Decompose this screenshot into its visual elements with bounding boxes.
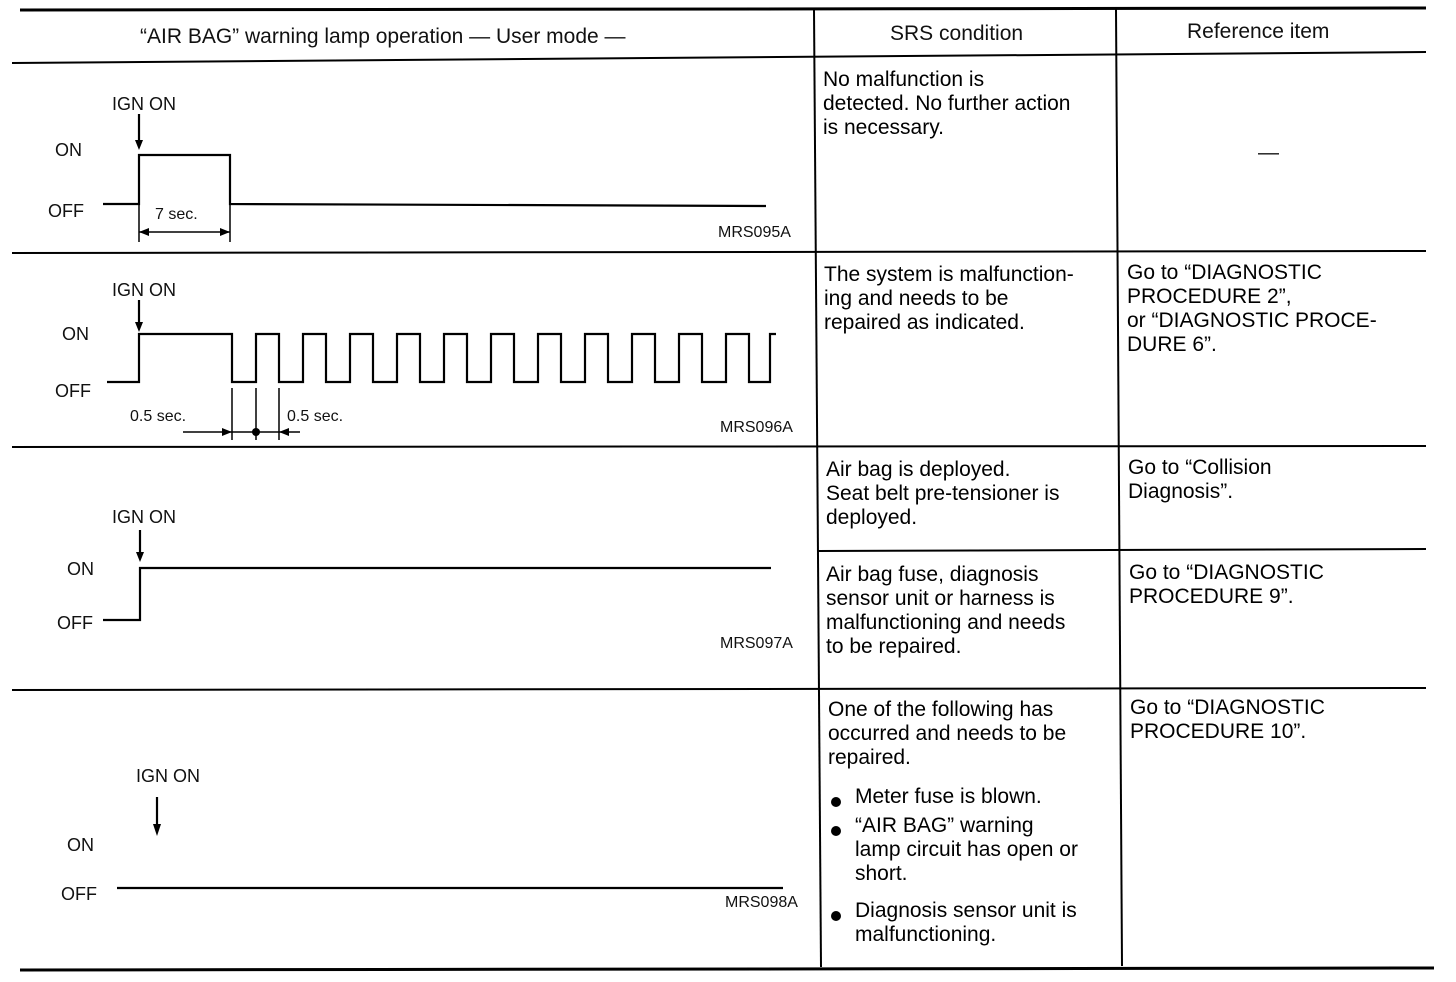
- table-top-rule: [20, 8, 1426, 10]
- bullet-item-2: “AIR BAG” warning lamp circuit has open or short.: [855, 814, 1078, 885]
- condition-row3b: Air bag fuse, diagnosis sensor unit or harness is malfunctioning and needs to be repaired.: [826, 563, 1066, 658]
- on-label-row1: ON: [55, 140, 82, 160]
- condition-row1: No malfunction is detected. No further action is necessary.: [823, 68, 1071, 139]
- ign-on-label-row4: IGN ON: [136, 766, 201, 786]
- header-rule: [12, 52, 1426, 63]
- timing-right-row2: 0.5 sec.: [287, 408, 344, 425]
- on-label-row2: ON: [62, 324, 89, 344]
- reference-row4: Go to “DIAGNOSTIC PROCEDURE 10”.: [1130, 696, 1325, 743]
- signal-row1: [103, 155, 766, 206]
- bullet-item-1: Meter fuse is blown.: [855, 785, 1042, 808]
- off-label-row1: OFF: [48, 201, 84, 221]
- row2-rule: [12, 446, 1426, 447]
- timing-label-row1: 7 sec.: [155, 206, 198, 223]
- bullet-dots: [831, 797, 841, 921]
- bullet-dot-2: [831, 826, 841, 836]
- condition-row2: The system is malfunction- ing and needs to be repaired as indicated.: [824, 263, 1074, 334]
- column-rule-2: [1116, 9, 1122, 966]
- ign-on-label-row2: IGN ON: [112, 280, 177, 300]
- on-label-row4: ON: [67, 835, 94, 855]
- header-srs-condition: SRS condition: [890, 22, 1024, 45]
- timing-left-row2: 0.5 sec.: [130, 408, 187, 425]
- waveform-row2: [107, 300, 776, 440]
- row3-rule: [12, 688, 1426, 690]
- reference-row3a: Go to “Collision Diagnosis”.: [1128, 456, 1272, 503]
- header-reference-item: Reference item: [1187, 20, 1330, 43]
- header-operation: “AIR BAG” warning lamp operation — User mode —: [140, 25, 626, 48]
- column-rule-1: [814, 10, 821, 967]
- figure-code-row3: MRS097A: [720, 635, 793, 652]
- row1-rule: [12, 251, 1426, 253]
- off-label-row4: OFF: [61, 884, 97, 904]
- waveform-row4: [117, 797, 783, 888]
- figure-code-row1: MRS095A: [718, 224, 791, 241]
- waveform-row3: [103, 530, 771, 620]
- signal-row3: [103, 568, 771, 620]
- reference-row2: Go to “DIAGNOSTIC PROCEDURE 2”, or “DIAGNOSTIC PROCE- DURE 6”.: [1127, 261, 1377, 356]
- figure-code-row2: MRS096A: [720, 419, 793, 436]
- reference-row1: —: [1258, 141, 1279, 164]
- off-label-row3: OFF: [57, 613, 93, 633]
- off-label-row2: OFF: [55, 381, 91, 401]
- row3-sub-rule: [818, 549, 1426, 551]
- table-bottom-rule: [20, 968, 1434, 970]
- bullet-dot-1: [831, 797, 841, 807]
- figure-code-row4: MRS098A: [725, 894, 798, 911]
- on-label-row3: ON: [67, 559, 94, 579]
- ign-on-label-row3: IGN ON: [112, 507, 177, 527]
- waveform-row1: [103, 114, 766, 242]
- ign-on-label-row1: IGN ON: [112, 94, 177, 114]
- condition-row4-intro: One of the following has occurred and needs to be repaired.: [828, 698, 1067, 769]
- bullet-dot-3: [831, 911, 841, 921]
- bullet-item-3: Diagnosis sensor unit is malfunctioning.: [855, 899, 1077, 946]
- reference-row3b: Go to “DIAGNOSTIC PROCEDURE 9”.: [1129, 561, 1324, 608]
- signal-row2: [107, 334, 776, 382]
- condition-row3a: Air bag is deployed. Seat belt pre-tensioner is deployed.: [826, 458, 1060, 529]
